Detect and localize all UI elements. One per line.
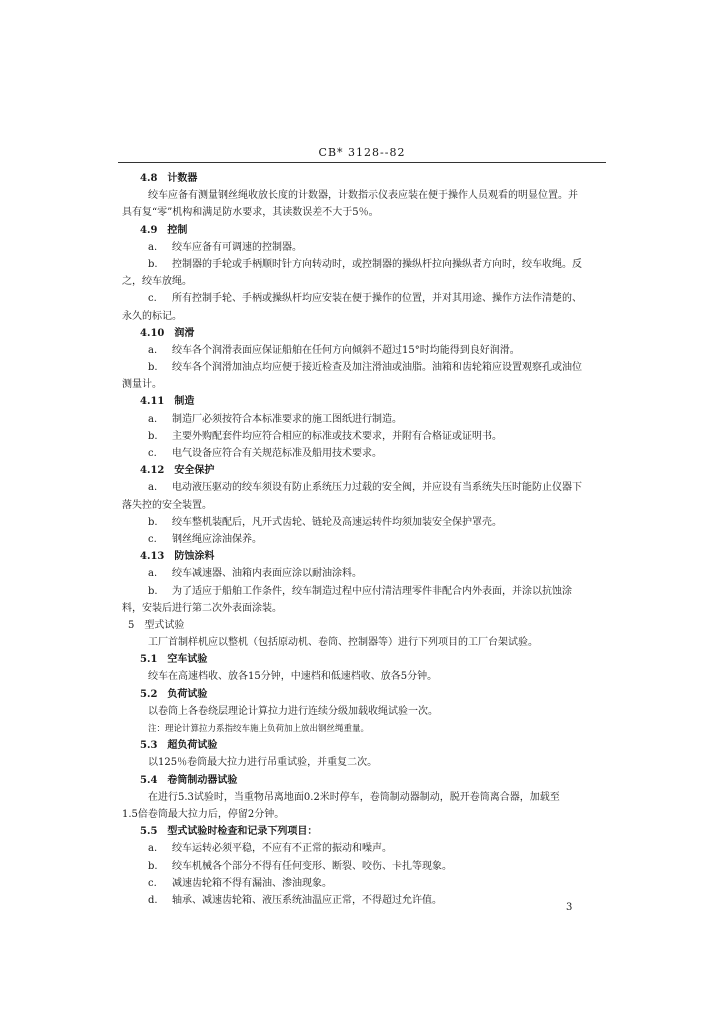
paragraph-text: 绞车在高速档收、放各15分钟，中速档和低速档收、放各5分钟。 bbox=[148, 671, 438, 683]
list-item bbox=[122, 840, 604, 857]
heading-number: 5.4 bbox=[140, 774, 158, 786]
heading-number: 5.5 bbox=[140, 826, 158, 838]
chapter-number: 5 bbox=[128, 619, 135, 631]
list-item-text: 钢丝绳应涂油保养。 bbox=[172, 533, 262, 545]
page-header: CB* 3128--82 bbox=[318, 146, 406, 159]
section-heading bbox=[122, 325, 604, 342]
list-item-label: a. bbox=[148, 344, 158, 356]
list-item-text: 电气设备应符合有关规范标准及船用技术要求。 bbox=[172, 448, 382, 459]
continuation-text: 落失控的安全装置。 bbox=[122, 499, 212, 511]
paragraph-continuation bbox=[122, 376, 604, 393]
heading-title: 计数器 bbox=[167, 173, 198, 184]
list-item-label: a. bbox=[148, 413, 158, 425]
list-item bbox=[122, 531, 604, 548]
list-item bbox=[122, 411, 604, 428]
heading-title: 型式试验时检查和记录下列项目： bbox=[167, 826, 318, 838]
list-item bbox=[122, 428, 604, 445]
list-item bbox=[122, 565, 604, 582]
list-item-text: 为了适应于船舶工作条件，绞车制造过程中应付清洁理零件非配合内外表面，并涂以抗蚀涂 bbox=[172, 585, 572, 597]
heading-number: 5.2 bbox=[140, 688, 158, 700]
heading-title: 空车试验 bbox=[167, 654, 208, 666]
list-item bbox=[122, 479, 604, 496]
section-heading bbox=[122, 823, 604, 840]
paragraph-text: 工厂首制样机应以整机（包括原动机、卷筒、控制器等）进行下列项目的工厂台架试验。 bbox=[148, 637, 538, 649]
list-item-text: 绞车应备有可调速的控制器。 bbox=[172, 241, 302, 253]
continuation-text: 永久的标记。 bbox=[122, 310, 182, 322]
list-item-label: a. bbox=[148, 568, 158, 580]
section-heading bbox=[122, 737, 604, 754]
list-item-text: 所有控制手轮、手柄或操纵杆均应安装在便于操作的位置，并对其用途、操作方法作清楚的、 bbox=[172, 293, 582, 305]
section-heading bbox=[122, 651, 604, 668]
list-item-text: 制造厂必须按符合本标准要求的施工图纸进行制造。 bbox=[172, 413, 402, 425]
list-item-label: b. bbox=[148, 860, 158, 872]
list-item-text: 绞车整机装配后，凡开式齿轮、链轮及高速运转件均须加装安全保护罩壳。 bbox=[172, 516, 502, 528]
list-item bbox=[122, 892, 604, 909]
paragraph-text: 绞车应备有测量钢丝绳收放长度的计数器，计数指示仪表应装在便于操作人员观看的明显位置。并 bbox=[148, 190, 578, 202]
paragraph bbox=[122, 668, 604, 685]
list-item-text: 绞车机械各个部分不得有任何变形、断裂、咬伤、卡扎等现象。 bbox=[172, 860, 452, 872]
section-heading bbox=[122, 222, 604, 239]
list-item-text: 电动液压驱动的绞车须设有防止系统压力过载的安全阀，并应设有当系统失压时能防止仪器下 bbox=[172, 482, 582, 494]
heading-title: 负荷试验 bbox=[167, 688, 208, 700]
list-item-label: b. bbox=[148, 585, 158, 597]
list-item-label: b. bbox=[148, 430, 158, 442]
heading-number: 4.10 bbox=[140, 327, 165, 339]
paragraph-continuation bbox=[122, 273, 604, 290]
paragraph bbox=[122, 634, 604, 651]
paragraph bbox=[122, 703, 604, 720]
heading-number: 4.9 bbox=[140, 224, 158, 236]
continuation-text: 1.5倍卷筒最大拉力后，停留2分钟。 bbox=[122, 808, 285, 820]
heading-number: 4.11 bbox=[140, 396, 165, 408]
list-item-text: 绞车各个润滑加油点均应便于接近检查及加注滑油或油脂。油箱和齿轮箱应设置观察孔或油位 bbox=[172, 362, 582, 374]
section-heading bbox=[122, 686, 604, 703]
heading-title: 防蚀涂料 bbox=[174, 551, 215, 563]
paragraph-continuation bbox=[122, 497, 604, 514]
list-item bbox=[122, 256, 604, 273]
list-item-text: 绞车各个润滑表面应保证船舶在任何方向倾斜不超过15°时均能得到良好润滑。 bbox=[172, 344, 520, 356]
note-text: 注：理论计算拉力系指绞车施上负荷加上放出钢丝绳重量。 bbox=[148, 724, 370, 734]
list-item bbox=[122, 875, 604, 892]
list-item-text: 绞车减速器、油箱内表面应涂以耐油涂料。 bbox=[172, 568, 362, 580]
heading-title: 润滑 bbox=[174, 327, 195, 339]
paragraph-text: 以卷筒上各卷绕层理论计算拉力进行连续分级加载收绳试验一次。 bbox=[148, 705, 438, 717]
heading-title: 控制 bbox=[167, 224, 188, 236]
paragraph-text: 在进行5.3试验时，当重物吊离地面0.2米时停车，卷筒制动器制动，脱开卷筒离合器，加载至 bbox=[148, 791, 560, 803]
paragraph bbox=[122, 187, 604, 204]
list-item bbox=[122, 239, 604, 256]
paragraph-continuation bbox=[122, 204, 604, 221]
heading-number: 4.13 bbox=[140, 551, 165, 563]
section-heading bbox=[122, 772, 604, 789]
paragraph bbox=[122, 789, 604, 806]
chapter-heading bbox=[122, 617, 604, 634]
heading-title: 超负荷试验 bbox=[167, 740, 218, 752]
header-rule bbox=[118, 162, 606, 163]
heading-number: 4.8 bbox=[140, 173, 158, 184]
list-item-text: 减速齿轮箱不得有漏油、渗油现象。 bbox=[172, 877, 332, 889]
continuation-text: 测量计。 bbox=[122, 379, 162, 391]
list-item-label: a. bbox=[148, 482, 158, 494]
page-number: 3 bbox=[566, 902, 573, 913]
heading-number: 5.1 bbox=[140, 654, 158, 666]
section-heading bbox=[122, 548, 604, 565]
list-item-label: c. bbox=[148, 293, 157, 305]
list-item bbox=[122, 290, 604, 307]
heading-title: 制造 bbox=[174, 396, 195, 408]
heading-title: 安全保护 bbox=[174, 465, 215, 477]
list-item-label: c. bbox=[148, 448, 157, 459]
list-item bbox=[122, 445, 604, 462]
paragraph bbox=[122, 754, 604, 771]
paragraph-continuation bbox=[122, 308, 604, 325]
list-item-text: 绞车运转必须平稳，不应有不正常的振动和噪声。 bbox=[172, 843, 392, 855]
heading-number: 5.3 bbox=[140, 740, 158, 752]
section-heading bbox=[122, 462, 604, 479]
heading-number: 4.12 bbox=[140, 465, 165, 477]
list-item-label: b. bbox=[148, 258, 158, 270]
list-item bbox=[122, 342, 604, 359]
list-item bbox=[122, 583, 604, 600]
list-item-text: 控制器的手轮或手柄顺时针方向转动时，或控制器的操纵杆拉向操纵者方向时，绞车收绳。反 bbox=[172, 258, 582, 270]
list-item bbox=[122, 858, 604, 875]
list-item-text: 轴承、减速齿轮箱、液压系统油温应正常，不得超过允许值。 bbox=[172, 894, 442, 906]
list-item-label: c. bbox=[148, 533, 157, 545]
section-heading bbox=[122, 393, 604, 410]
document-body bbox=[122, 170, 604, 909]
list-item-label: c. bbox=[148, 877, 157, 889]
list-item bbox=[122, 514, 604, 531]
list-item-label: d. bbox=[148, 894, 158, 906]
paragraph-continuation bbox=[122, 806, 604, 823]
list-item-label: b. bbox=[148, 362, 158, 374]
heading-title: 卷筒制动器试验 bbox=[167, 774, 238, 786]
chapter-title: 型式试验 bbox=[144, 619, 185, 631]
paragraph-continuation bbox=[122, 600, 604, 617]
continuation-text: 之，绞车放绳。 bbox=[122, 276, 192, 288]
list-item-text: 主要外购配套件均应符合相应的标准或技术要求，并附有合格证或证明书。 bbox=[172, 430, 502, 442]
continuation-text: 料，安装后进行第二次外表面涂装。 bbox=[122, 602, 282, 614]
paragraph-text: 以125％卷筒最大拉力进行吊重试验，并重复二次。 bbox=[148, 757, 378, 769]
list-item-label: b. bbox=[148, 516, 158, 528]
note bbox=[122, 720, 604, 737]
section-heading bbox=[122, 170, 604, 187]
list-item bbox=[122, 359, 604, 376]
list-item-label: a. bbox=[148, 241, 158, 253]
continuation-text: 具有复“零”机构和满足防水要求，其读数误差不大于5％。 bbox=[122, 207, 379, 219]
list-item-label: a. bbox=[148, 843, 158, 855]
